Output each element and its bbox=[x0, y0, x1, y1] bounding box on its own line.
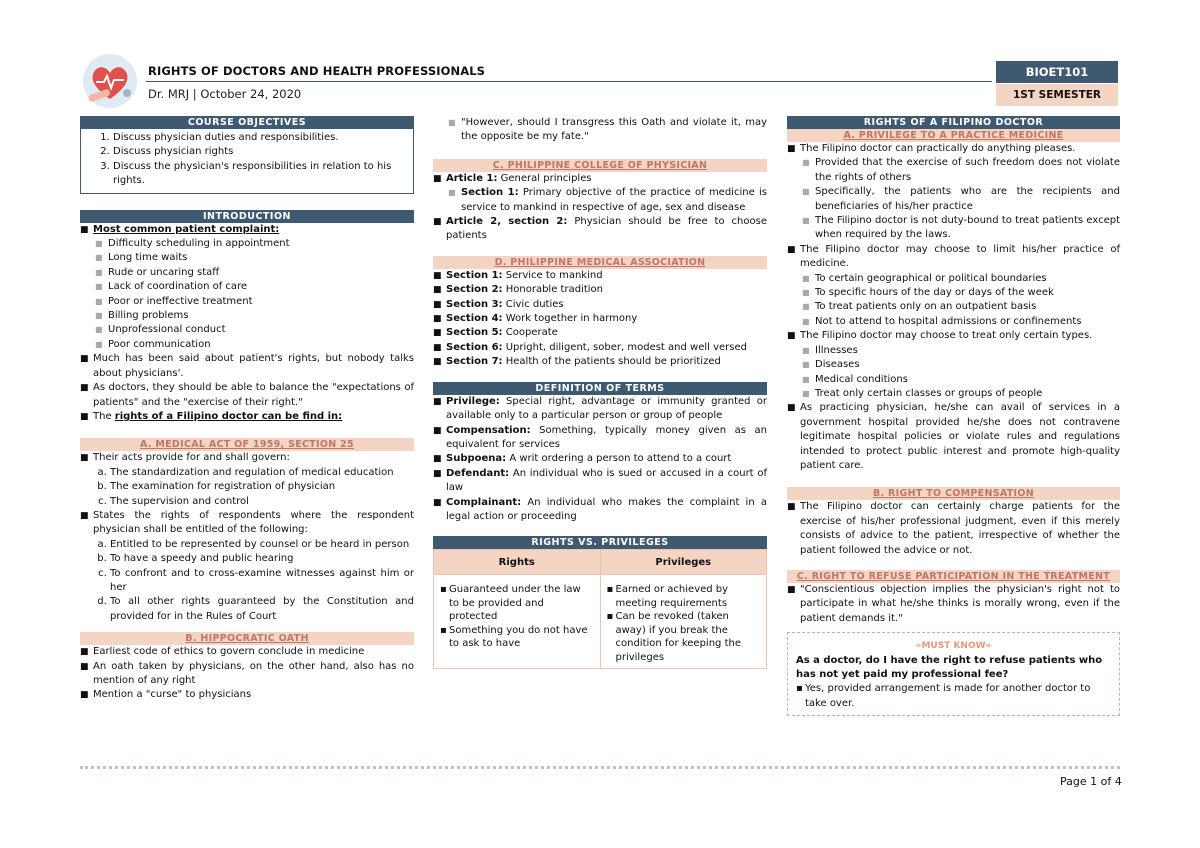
pma-item bbox=[433, 298, 767, 312]
filipino-sub-item: ■ Not to attend to hospital admissions or confinements bbox=[787, 315, 1120, 329]
privileges-cell bbox=[600, 575, 767, 669]
must-know-answer: ▪ Yes, provided arrangement is made for another doctor to take over. bbox=[796, 682, 1111, 711]
privilege-practice-heading: A. PRIVILEGE TO A PRACTICE MEDICINE bbox=[787, 129, 1120, 142]
must-know-box bbox=[787, 632, 1120, 716]
hippocratic-item: ■ Earliest code of ethics to govern conclude in medicine bbox=[80, 645, 414, 659]
hippocratic-item: ■ An oath taken by physicians, on the other hand, also has no mention of any right bbox=[80, 660, 414, 689]
term-text: Something, typically money given as an equivalent for services bbox=[446, 424, 767, 450]
rights-vs-privileges-section bbox=[433, 536, 767, 669]
complaint-item: ■ Poor or ineffective treatment bbox=[80, 295, 414, 309]
definitions-section bbox=[433, 382, 767, 525]
introduction-section bbox=[80, 210, 414, 425]
course-objectives-heading: COURSE OBJECTIVES bbox=[80, 116, 414, 129]
intro-p3-bold: rights of a Filipino doctor can be find in: bbox=[114, 410, 343, 422]
heart-stethoscope-icon bbox=[80, 52, 140, 110]
respondent-right-item: b. To have a speedy and public hearing bbox=[110, 552, 414, 566]
pma-text: Work together in harmony bbox=[502, 313, 638, 325]
definition-item bbox=[433, 467, 767, 496]
intro-p3-prefix: The bbox=[93, 410, 115, 422]
must-know-heading: »MUST KNOW« bbox=[915, 641, 992, 652]
privileges-item: ▪ Can be revoked (taken away) if you break the condition for keeping the privileges bbox=[607, 610, 761, 664]
oath-quote: ■ "However, should I transgress this Oath and violate it, may the opposite be my fate." bbox=[433, 116, 767, 145]
complaint-item: ■ Long time waits bbox=[80, 251, 414, 265]
compensation-heading: B. RIGHT TO COMPENSATION bbox=[787, 487, 1120, 500]
pcp-article-label: Article 2, section 2: bbox=[446, 216, 568, 228]
privileges-column-header: Privileges bbox=[600, 550, 767, 575]
filipino-sub-item: ■ Illnesses bbox=[787, 344, 1120, 358]
pma-label: Section 5: bbox=[446, 327, 503, 339]
intro-paragraph: ■ As doctors, they should be able to balance the "expectations of patients" and the "exercise of their right." bbox=[80, 381, 414, 410]
complaints-label: ■ Most common patient complaint: bbox=[80, 223, 414, 237]
table-header-row bbox=[434, 550, 767, 575]
pma-text: Upright, diligent, sober, modest and well versed bbox=[502, 341, 747, 353]
pma-item bbox=[433, 312, 767, 326]
pma-label: Section 2: bbox=[446, 284, 503, 296]
pcp-article-label: Article 1: bbox=[446, 172, 498, 184]
pma-text: Honorable tradition bbox=[502, 284, 603, 296]
respondent-right-item: d. To all other rights guaranteed by the Constitution and provided for in the Rules of Court bbox=[110, 595, 414, 624]
term-label: Complainant: bbox=[446, 496, 522, 508]
filipino-sub-item: ■ Specifically, the patients who are the recipients and beneficiaries of his/her practice bbox=[787, 185, 1120, 214]
definition-item bbox=[433, 496, 767, 525]
pcp-section-label: Section 1: bbox=[461, 187, 519, 199]
table-row bbox=[434, 575, 767, 669]
pcp-article-text: Physician should be free to choose patients bbox=[446, 216, 767, 242]
must-know-question: As a doctor, do I have the right to refuse patients who has not yet paid my professional fee? bbox=[796, 654, 1103, 680]
rights-item: ▪ Something you do not have to ask to have bbox=[440, 624, 594, 651]
filipino-sub-item: ■ To certain geographical or political boundaries bbox=[787, 272, 1120, 286]
definition-item bbox=[433, 395, 767, 424]
hippocratic-item: ■ Mention a "curse" to physicians bbox=[80, 688, 414, 702]
course-objectives-section bbox=[80, 116, 414, 194]
pma-label: Section 6: bbox=[446, 341, 503, 353]
definition-item bbox=[433, 452, 767, 466]
privileges-item: ▪ Earned or achieved by meeting requirements bbox=[607, 583, 761, 610]
complaint-item: ■ Unprofessional conduct bbox=[80, 323, 414, 337]
medical-act-paragraph: ■ Their acts provide for and shall govern: bbox=[80, 451, 414, 465]
course-code-badge: BIOET101 bbox=[996, 61, 1118, 83]
term-text: An individual who makes the complaint in a legal action or proceeding bbox=[446, 496, 767, 522]
rights-cell bbox=[434, 575, 601, 669]
filipino-sub-item: ■ To specific hours of the day or days of the week bbox=[787, 286, 1120, 300]
complaint-item: ■ Difficulty scheduling in appointment bbox=[80, 237, 414, 251]
pma-text: Health of the patients should be prioritized bbox=[502, 356, 721, 368]
term-label: Subpoena: bbox=[446, 453, 507, 465]
refuse-paragraph: ■ "Conscientious objection implies the physician's right not to participate in what he/she thinks is morally wrong, even if the patient demands it." bbox=[787, 583, 1120, 626]
respondent-right-item: a. Entitled to be represented by counsel or be heard in person bbox=[110, 538, 414, 552]
objective-item: 1. Discuss physician duties and responsibilities. bbox=[113, 131, 407, 145]
medical-act-heading: A. MEDICAL ACT OF 1959, SECTION 25 bbox=[80, 438, 414, 451]
complaint-item: ■ Billing problems bbox=[80, 309, 414, 323]
pma-label: Section 7: bbox=[446, 356, 503, 368]
rights-vs-privileges-heading: RIGHTS VS. PRIVILEGES bbox=[433, 536, 767, 549]
document-subtitle: Dr. MRJ | October 24, 2020 bbox=[148, 87, 302, 101]
introduction-heading: INTRODUCTION bbox=[80, 210, 414, 223]
refuse-section bbox=[787, 570, 1120, 626]
pma-item bbox=[433, 355, 767, 369]
filipino-sub-item: ■ Medical conditions bbox=[787, 373, 1120, 387]
footer-divider bbox=[80, 766, 1120, 769]
intro-paragraph: ■ Much has been said about patient's rights, but nobody talks about physicians'. bbox=[80, 352, 414, 381]
pma-text: Civic duties bbox=[502, 298, 564, 310]
rights-filipino-heading: RIGHTS OF A FILIPINO DOCTOR bbox=[787, 116, 1120, 129]
complaint-item: ■ Poor communication bbox=[80, 338, 414, 352]
filipino-sub-item: ■ Treat only certain classes or groups of people bbox=[787, 387, 1120, 401]
column-left bbox=[80, 116, 414, 703]
hippocratic-section bbox=[80, 632, 414, 703]
rights-item: ▪ Guaranteed under the law to be provided and protected bbox=[440, 583, 594, 624]
complaint-item: ■ Lack of coordination of care bbox=[80, 280, 414, 294]
compensation-paragraph: ■ The Filipino doctor can certainly charge patients for the exercise of his/her professional judgment, even if this merely consists of advice to the patient, irrespective of whether the patient followed the advice or not. bbox=[787, 500, 1120, 558]
filipino-sub-item: ■ Provided that the exercise of such freedom does not violate the rights of others bbox=[787, 156, 1120, 185]
filipino-sub-item: ■ To treat patients only on an outpatient basis bbox=[787, 300, 1120, 314]
govern-item: c. The supervision and control bbox=[110, 495, 414, 509]
term-label: Defendant: bbox=[446, 467, 510, 479]
pma-item bbox=[433, 341, 767, 355]
term-label: Compensation: bbox=[446, 424, 531, 436]
rights-privileges-table bbox=[433, 549, 767, 669]
term-text: A writ ordering a person to attend to a court bbox=[506, 453, 732, 465]
pcp-section-item bbox=[433, 186, 767, 215]
header-divider bbox=[146, 81, 992, 82]
term-text: Special right, advantage or immunity granted or available only to a particular person or group of people bbox=[446, 395, 767, 422]
rights-column-header: Rights bbox=[434, 550, 601, 575]
column-right bbox=[787, 116, 1120, 716]
compensation-section bbox=[787, 487, 1120, 558]
pma-label: Section 4: bbox=[446, 313, 503, 325]
pma-item bbox=[433, 283, 767, 297]
medical-act-section bbox=[80, 438, 414, 624]
objective-item: 3. Discuss the physician's responsibilities in relation to his rights. bbox=[113, 160, 407, 189]
term-label: Privilege: bbox=[446, 395, 500, 407]
filipino-sub-item: ■ The Filipino doctor is not duty-bound to treat patients except when required by the laws. bbox=[787, 214, 1120, 243]
document-title: RIGHTS OF DOCTORS AND HEALTH PROFESSIONALS bbox=[148, 64, 486, 78]
intro-paragraph bbox=[80, 410, 414, 424]
filipino-paragraph: ■ The Filipino doctor may choose to limit his/her practice of medicine. bbox=[787, 243, 1120, 272]
definitions-heading: DEFINITION OF TERMS bbox=[433, 382, 767, 395]
pma-item bbox=[433, 326, 767, 340]
pcp-article bbox=[433, 172, 767, 186]
term-text: An individual who is sued or accused in a court of law bbox=[446, 467, 767, 494]
pma-label: Section 1: bbox=[446, 269, 503, 281]
column-middle bbox=[433, 116, 767, 669]
pcp-heading: C. PHILIPPINE COLLEGE OF PHYSICIAN bbox=[433, 159, 767, 172]
govern-item: a. The standardization and regulation of medical education bbox=[110, 466, 414, 480]
definition-item bbox=[433, 424, 767, 453]
pma-section bbox=[433, 256, 767, 370]
course-objectives-box bbox=[80, 129, 414, 194]
pcp-article bbox=[433, 215, 767, 244]
pcp-article-text: General principles bbox=[497, 172, 592, 184]
pma-text: Service to mankind bbox=[502, 269, 603, 281]
hippocratic-heading: B. HIPPOCRATIC OATH bbox=[80, 632, 414, 645]
respondent-right-item: c. To confront and to cross-examine witnesses against him or her bbox=[110, 567, 414, 596]
pma-label: Section 3: bbox=[446, 298, 503, 310]
pcp-section bbox=[433, 159, 767, 244]
rights-filipino-section bbox=[787, 116, 1120, 473]
pma-item bbox=[433, 269, 767, 283]
filipino-sub-item: ■ Diseases bbox=[787, 358, 1120, 372]
govern-item: b. The examination for registration of physician bbox=[110, 480, 414, 494]
page-number: Page 1 of 4 bbox=[1060, 775, 1122, 788]
pcp-section-text: Primary objective of the practice of medicine is service to mankind in respective of age, sex and disease bbox=[461, 187, 767, 213]
complaint-item: ■ Rude or uncaring staff bbox=[80, 266, 414, 280]
objective-item: 2. Discuss physician rights bbox=[113, 145, 407, 159]
pma-text: Cooperate bbox=[502, 327, 558, 339]
medical-act-paragraph: ■ States the rights of respondents where the respondent physician shall be entitled of the following: bbox=[80, 509, 414, 538]
semester-badge: 1ST SEMESTER bbox=[996, 84, 1118, 106]
filipino-paragraph: ■ As practicing physician, he/she can avail of services in a government hospital provided he/she does not contravene legitimate hospital policies or violate rules and regulations intended to protect public interest and promote high-quality patient care. bbox=[787, 401, 1120, 473]
refuse-heading: C. RIGHT TO REFUSE PARTICIPATION IN THE TREATMENT bbox=[787, 570, 1120, 583]
filipino-paragraph: ■ The Filipino doctor can practically do anything pleases. bbox=[787, 142, 1120, 156]
pma-heading: D. PHILIPPINE MEDICAL ASSOCIATION bbox=[433, 256, 767, 269]
filipino-paragraph: ■ The Filipino doctor may choose to treat only certain types. bbox=[787, 329, 1120, 343]
